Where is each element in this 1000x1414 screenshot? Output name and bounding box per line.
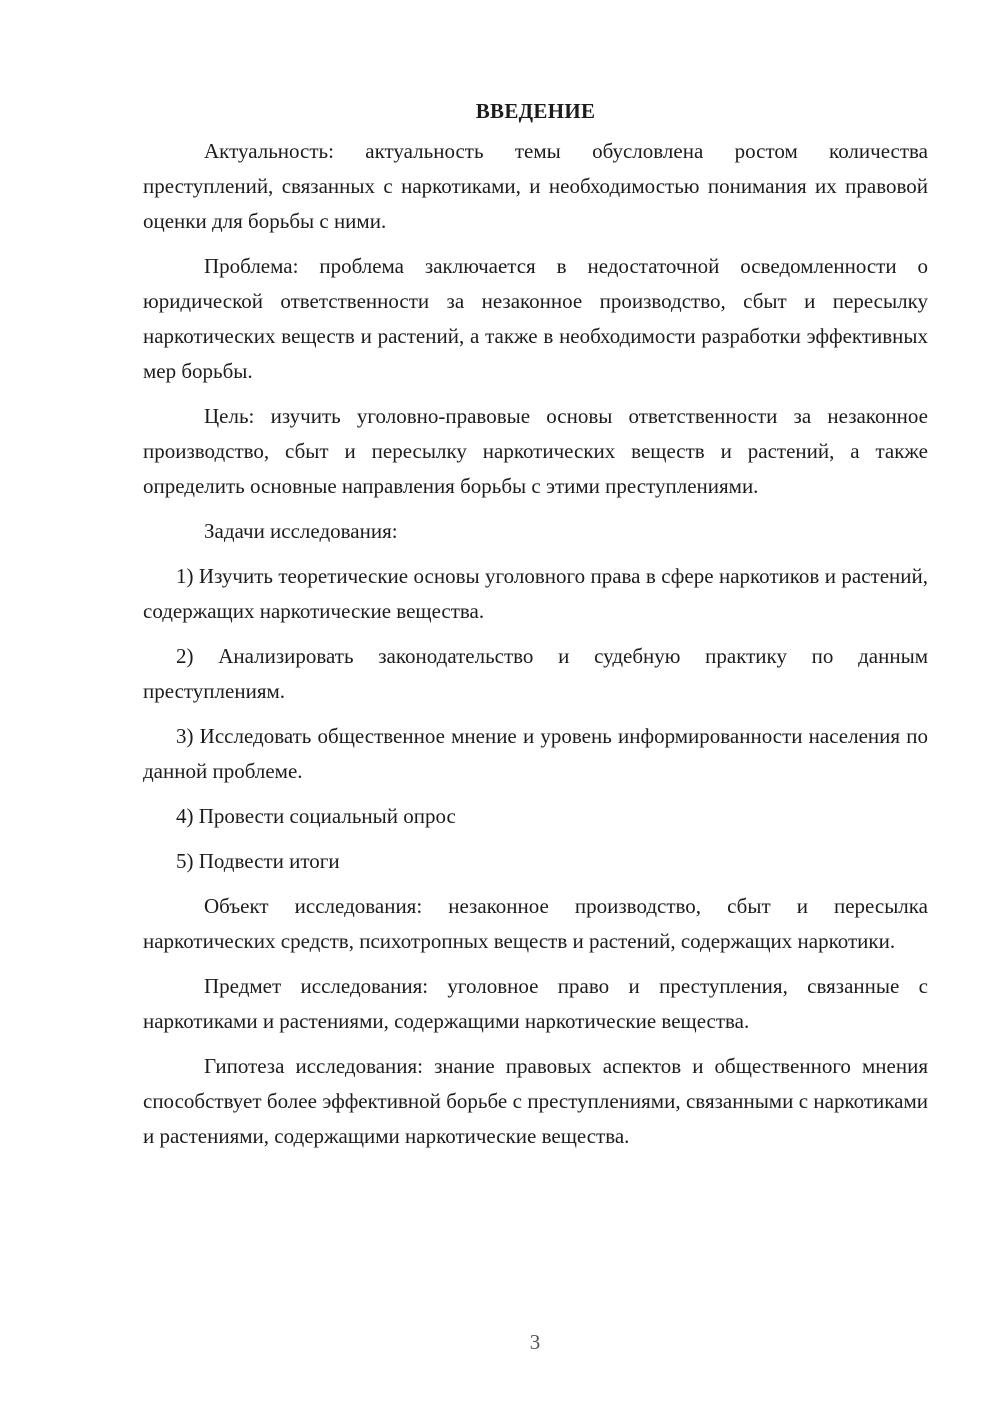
page-title: ВВЕДЕНИЕ — [475, 99, 596, 123]
paragraph-subject: Предмет исследования: уголовное право и преступления, связанные с наркотиками и растениями, содержащими наркотические вещества. — [143, 974, 928, 1033]
paragraph-problem: Проблема: проблема заключается в недостаточной осведомленности о юридической ответственности за незаконное производство, сбыт и пересылку наркотических веществ и растений, а также в необходимости разработки эффективных мер борьбы. — [143, 254, 928, 383]
list-item: 2) Анализировать законодательство и судебную практику по данным преступлениям. — [143, 644, 928, 703]
task-list — [143, 559, 928, 879]
list-item: 5) Подвести итоги — [176, 849, 340, 873]
page-number: 3 — [529, 1330, 541, 1354]
list-item: 1) Изучить теоретические основы уголовного права в сфере наркотиков и растений, содержащих наркотические вещества. — [143, 564, 928, 623]
paragraph-goal: Цель: изучить уголовно-правовые основы ответственности за незаконное производство, сбыт и пересылку наркотических веществ и растений, а также определить основные направления борьбы с этими преступлениями. — [143, 404, 928, 498]
paragraph-hypothesis: Гипотеза исследования: знание правовых аспектов и общественного мнения способствует более эффективной борьбе с преступлениями, связанными с наркотиками и растениями, содержащими наркотические вещества. — [143, 1054, 928, 1148]
paragraph-object: Объект исследования: незаконное производство, сбыт и пересылка наркотических средств, психотропных веществ и растений, содержащих наркотики. — [143, 894, 928, 953]
paragraph-tasks-intro: Задачи исследования: — [204, 519, 398, 543]
list-item: 4) Провести социальный опрос — [176, 804, 456, 828]
paragraph-relevance: Актуальность: актуальность темы обусловлена ростом количества преступлений, связанных с наркотиками, и необходимостью понимания их правовой оценки для борьбы с ними. — [143, 139, 928, 233]
document-page — [143, 96, 928, 1164]
list-item: 3) Исследовать общественное мнение и уровень информированности населения по данной проблеме. — [143, 724, 928, 783]
